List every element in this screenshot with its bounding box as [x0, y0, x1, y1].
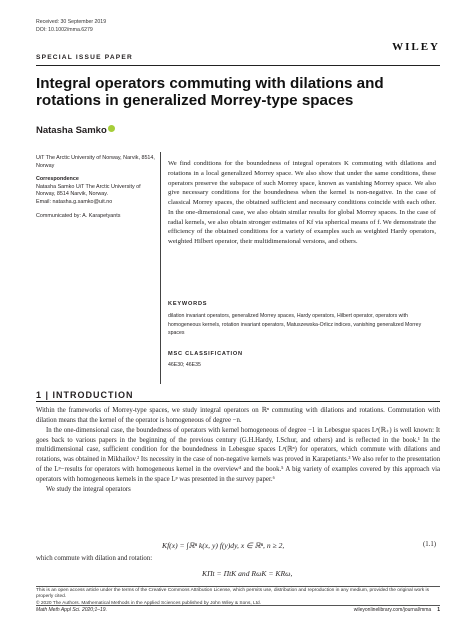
intro-continuation: which commute with dilation and rotation:	[36, 555, 153, 562]
header-divider	[36, 65, 440, 66]
journal-url[interactable]: wileyonlinelibrary.com/journal/mma	[353, 607, 432, 613]
correspondence-address: Natasha Samko UiT The Arctic University of Norway, 8514 Narvik, Norway.	[36, 183, 141, 198]
abstract-text: We find conditions for the boundedness of integral operators K commuting with dilations and rotations in a local generalized Morrey space. We also show that under the same conditions, these operators preserve the subspace of such Morrey space, known as vanishing Morrey space. We also give necessary conditions for the boundedness when the kernel is non-negative. In the case of classical Morrey spaces, the obtained sufficient and necessary conditions coincide with each other. In the one-dimensional case, we also obtain similar results for global Morrey spaces. In the case of radial kernels, we also obtain stronger estimates of Kf via spherical means of f. We demonstrate the efficiency of the obtained conditions for a variety of examples such as weighted Hardy operators, weighted Hilbert operator, their multidimensional versions, and others.	[168, 160, 436, 245]
equation-number: (1.1)	[423, 541, 437, 548]
correspondence-label: Correspondence	[36, 176, 79, 183]
orcid-icon[interactable]	[108, 125, 115, 132]
email[interactable]: Email: natasha.g.samko@uit.no	[36, 198, 113, 205]
msc-heading: MSC CLASSIFICATION	[168, 351, 243, 357]
intro-paragraph: In the one-dimensional case, the boundedness of operators with kernel homogeneous of degree −1 in Lebesgue spaces Lᵖ(ℝ₊) is well known: It goes back to various papers in the beginning of the previous century (G.H.Hardy, I.Schur, and others) and is reflected in the book.¹ In the multidimensional case, sufficient condition for the boundedness in Lebesgue spaces Lᵖ(ℝⁿ) for operators, which commute with dilations and rotations, was obtained in Mikhailov.² Its necessity in the case of non-negative kernels was proved in Karapetiants.³ We also refer to the presentation of the Lᵖ−results for operators with homogeneous kernel in the overview⁴ and the book.⁵ A big variety of examples covered by this approach via operators with homogeneous kernels in the space Lᵖ was presented in the survey paper.⁶	[36, 426, 440, 483]
article-meta	[36, 19, 106, 34]
affiliation-block	[36, 155, 156, 220]
intro-paragraph: We study the integral operators	[46, 485, 131, 493]
section-divider	[36, 401, 440, 402]
journal-citation: Math Meth Appl Sci. 2020;1–19.	[36, 607, 107, 613]
intro-paragraph: Within the frameworks of Morrey-type spaces, we study integral operators on ℝⁿ commuting with dilations and rotations. Commutation with dilation means that the kernel of the operator is homogeneous of degree −n.	[36, 407, 440, 424]
doi[interactable]: DOI: 10.1002/mma.6279	[36, 26, 93, 33]
footer-right	[354, 607, 440, 613]
communicated-by: Communicated by: A. Karapetyants	[36, 212, 121, 219]
license-note: This is an open access article under the terms of the Creative Commons Attribution License, which permits use, distribution and reproduction in any medium, provided the original work is properly cited.	[36, 588, 430, 600]
received-date: Received: 30 September 2019	[36, 19, 107, 25]
equation-2: KΠt = ΠtK and RωK = KRω,	[202, 569, 293, 578]
author-name: Natasha Samko	[36, 125, 107, 136]
publisher-logo: WILEY	[392, 41, 440, 53]
author-line	[36, 125, 115, 136]
copyright-note: © 2020 The Authors. Mathematical Methods in the Applied Sciences published by John Wiley & Sons, Ltd.	[36, 600, 262, 606]
footer-divider	[36, 605, 440, 606]
section-heading: 1 | INTRODUCTION	[36, 390, 134, 400]
keywords-text: dilation invariant operators, generalized Morrey spaces, Hardy operators, Hilbert operator, operators with homogeneous kernels, rotation invariant operators, Matuszewska-Orlicz indices, vanishing generalized Morrey spaces	[168, 313, 422, 337]
article-title: Integral operators commuting with dilations and rotations in generalized Morrey-type spaces	[36, 75, 384, 109]
institution: UiT The Arctic University of Norway, Narvik, 8514, Norway	[36, 155, 155, 169]
footnote-divider	[36, 586, 440, 587]
section-label: SPECIAL ISSUE PAPER	[36, 54, 133, 61]
introduction-body	[36, 406, 440, 495]
page-number: 1	[437, 607, 440, 613]
equation-1: Kf(x) = ∫ℝⁿ k(x, y) f(y)dy, x ∈ ℝⁿ, n ≥ 2,	[162, 541, 285, 550]
keywords-heading: KEYWORDS	[168, 301, 208, 307]
msc-text: 46E30; 46E35	[168, 362, 201, 368]
